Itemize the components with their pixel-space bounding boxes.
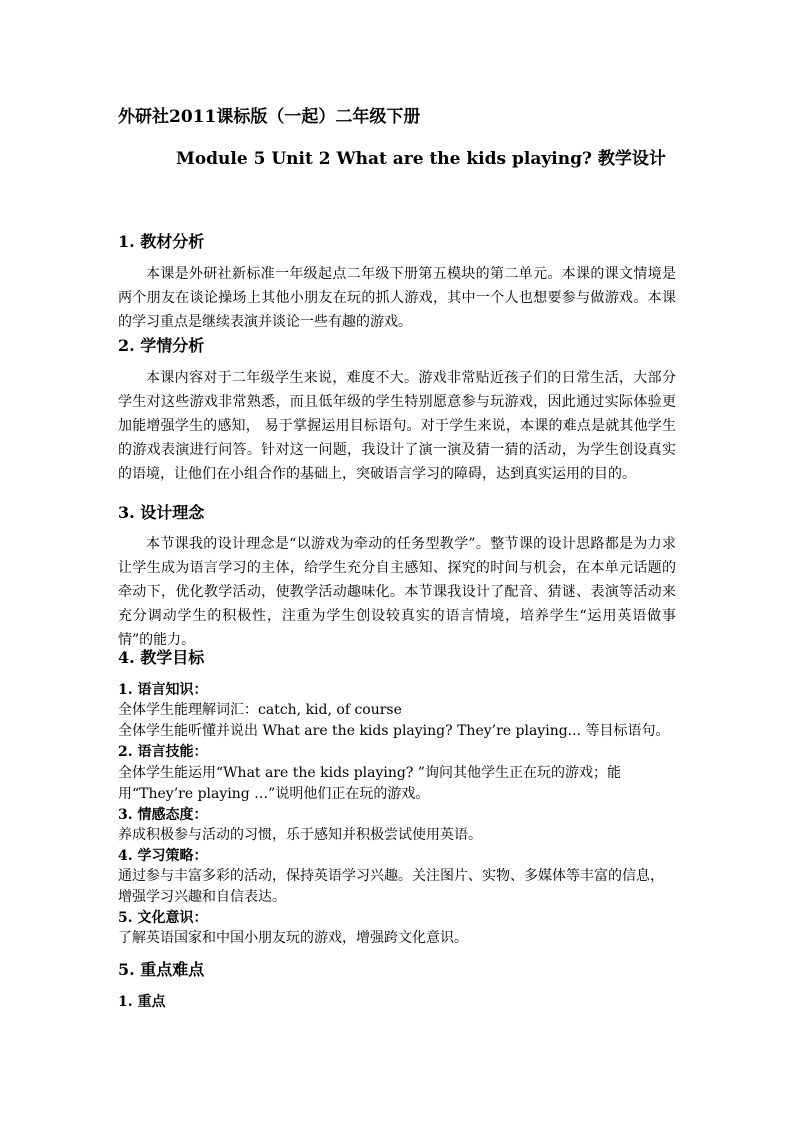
objective-label: 4. 学习策略： <box>118 848 208 864</box>
section-paragraph: 本节课我的设计理念是“以游戏为牵动的任务型教学”。整节课的设计思路都是为力求让学生成为语言学习的主体，给学生充分自主感知、探究的时间与机会，在本单元话题的牵动下，优化教学活动，使教学活动趣味化。本节课我设计了配音、猜谜、表演等活动来充分调动学生的积极性，注重为学生创设较真实的语言情境，培养学生“运用英语做事情”的能力。 <box>118 536 676 648</box>
objective-label: 1. 语言知识： <box>118 682 208 698</box>
document-header: 外研社2011课标版（一起）二年级下册 <box>118 107 421 127</box>
section-heading: 4. 教学目标 <box>118 648 205 667</box>
objective-label: 3. 情感态度： <box>118 807 208 823</box>
objective-label: 1. 重点 <box>118 994 166 1010</box>
section-paragraph: 本课内容对于二年级学生来说，难度不大。游戏非常贴近孩子们的日常生活，大部分学生对这些游戏非常熟悉，而且低年级的学生特别愿意参与玩游戏，因此通过实际体验更加能增强学生的感知， 易于掌握运用目标语句。对于学生来说，本课的难点是就其他学生的游戏表演进行问答。针对这一问题，我设计了演一演及猜一猜的活动，为学生创设真实的语境，让他们在小组合作的基础上，突破语言学习的障碍，达到真实运用的目的。 <box>118 370 676 482</box>
objective-line: 了解英语国家和中国小朋友玩的游戏，增强跨文化意识。 <box>118 930 468 946</box>
section-paragraph: 本课是外研社新标准一年级起点二年级下册第五模块的第二单元。本课的课文情境是两个朋友在谈论操场上其他小朋友在玩的抓人游戏，其中一个人也想要参与做游戏。本课的学习重点是继续表演并谈论一些有趣的游戏。 <box>118 266 676 330</box>
objective-line: 全体学生能听懂并说出 What are the kids playing? They’re playing... 等目标语句。 <box>118 723 670 739</box>
document-title: Module 5 Unit 2 What are the kids playing? 教学设计 <box>176 149 666 169</box>
objective-line: 全体学生能运用“What are the kids playing? ”询问其他学生正在玩的游戏；能用“They’re playing …”说明他们正在玩的游戏。 <box>118 765 621 802</box>
objective-label: 2. 语言技能： <box>118 744 208 760</box>
objective-line: 养成积极参与活动的习惯，乐于感知并积极尝试使用英语。 <box>118 827 482 843</box>
objective-label: 5. 文化意识： <box>118 910 208 926</box>
section-heading: 5. 重点难点 <box>118 960 205 979</box>
objective-line: 全体学生能理解词汇：catch, kid, of course <box>118 702 402 718</box>
section-heading: 1. 教材分析 <box>118 232 205 251</box>
objective-line: 通过参与丰富多彩的活动，保持英语学习兴趣。关注图片、实物、多媒体等丰富的信息，增强学习兴趣和自信表达。 <box>118 868 664 905</box>
section-heading: 2. 学情分析 <box>118 336 205 355</box>
section-heading: 3. 设计理念 <box>118 503 205 522</box>
